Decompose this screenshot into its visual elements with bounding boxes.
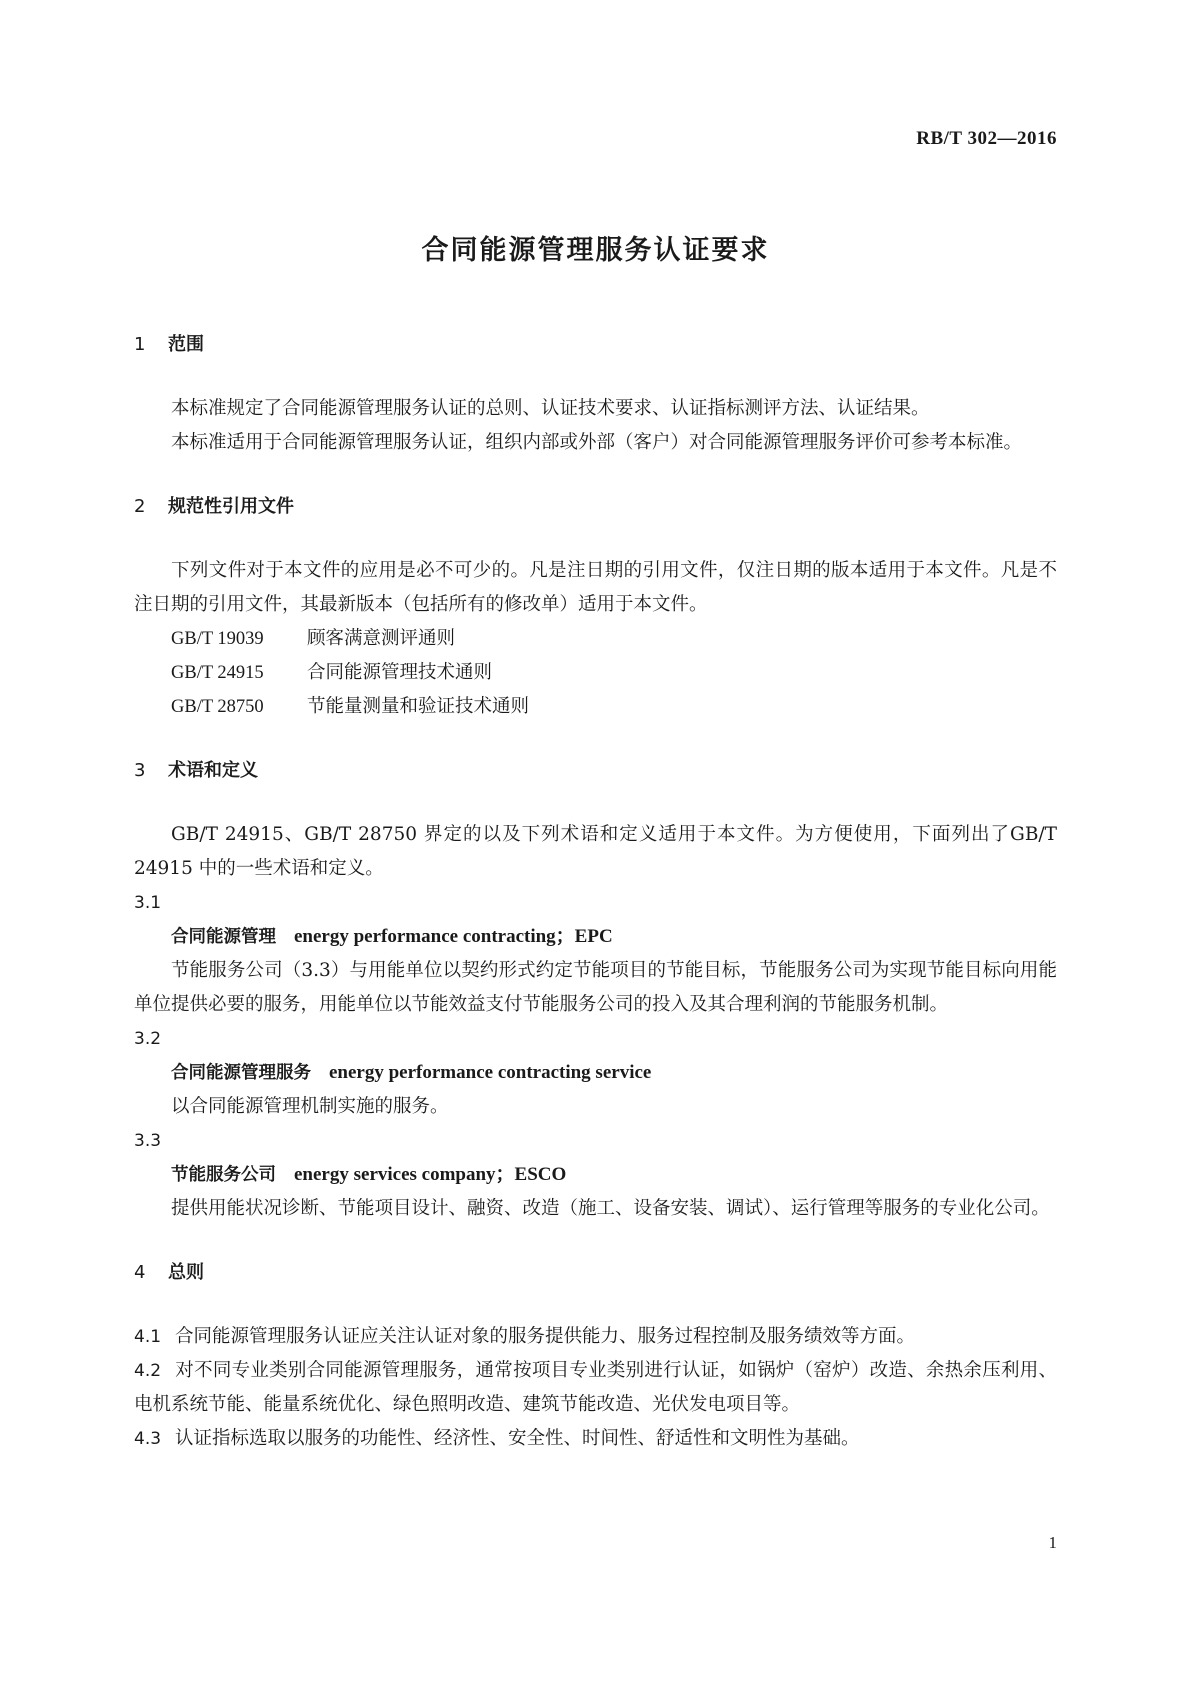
term-zh: 节能服务公司 <box>171 1165 276 1185</box>
clause-item <box>134 1320 1057 1354</box>
term-zh: 合同能源管理服务 <box>171 1063 311 1083</box>
clause-number: 4.1 <box>134 1327 162 1347</box>
paragraph: 下列文件对于本文件的应用是必不可少的。凡是注日期的引用文件，仅注日期的版本适用于本文件。凡是不注日期的引用文件，其最新版本（包括所有的修改单）适用于本文件。 <box>134 560 1057 615</box>
paragraph: 本标准适用于合同能源管理服务认证，组织内部或外部（客户）对合同能源管理服务评价可参考本标准。 <box>171 432 1023 453</box>
term-definition: 节能服务公司（3.3）与用能单位以契约形式约定节能项目的节能目标，节能服务公司为实现节能目标向用能单位提供必要的服务，用能单位以节能效益支付节能服务公司的投入及其合理利润的节能服务机制。 <box>134 960 1057 1015</box>
page-number: 1 <box>1048 1533 1057 1552</box>
section-title: 总则 <box>168 1262 204 1283</box>
term-entry <box>134 886 1057 1022</box>
reference-item <box>134 656 1057 690</box>
reference-item <box>134 690 1057 724</box>
section-heading <box>134 754 1057 788</box>
clause-number: 3.1 <box>134 893 162 913</box>
clause-text: 对不同专业类别合同能源管理服务，通常按项目专业类别进行认证，如锅炉（窑炉）改造、余热余压利用、电机系统节能、能量系统优化、绿色照明改造、建筑节能改造、光伏发电项目等。 <box>134 1360 1057 1415</box>
term-en: energy performance contracting service <box>329 1062 652 1083</box>
reference-name: 合同能源管理技术通则 <box>307 662 493 683</box>
term-en: energy performance contracting；EPC <box>294 926 613 947</box>
term-zh: 合同能源管理 <box>171 927 276 947</box>
reference-name: 节能量测量和验证技术通则 <box>307 696 530 717</box>
term-heading <box>134 1158 1057 1192</box>
clause-number: 4.3 <box>134 1429 162 1449</box>
section-number: 3 <box>134 760 146 781</box>
section-general-principles <box>134 1256 1057 1456</box>
paragraph: GB/T 24915、GB/T 28750 界定的以及下列术语和定义适用于本文件。为方便使用，下面列出了GB/T 24915 中的一些术语和定义。 <box>134 824 1057 879</box>
standard-code: RB/T 302—2016 <box>916 128 1057 149</box>
clause-number: 4.2 <box>134 1361 162 1381</box>
term-definition: 提供用能状况诊断、节能项目设计、融资、改造（施工、设备安装、调试）、运行管理等服务的专业化公司。 <box>171 1198 1050 1219</box>
clause-number: 3.3 <box>134 1131 162 1151</box>
clause-text: 合同能源管理服务认证应关注认证对象的服务提供能力、服务过程控制及服务绩效等方面。 <box>175 1326 916 1347</box>
term-heading <box>134 920 1057 954</box>
section-scope <box>134 328 1057 460</box>
section-number: 4 <box>134 1262 146 1283</box>
clause-text: 认证指标选取以服务的功能性、经济性、安全性、时间性、舒适性和文明性为基础。 <box>175 1428 860 1449</box>
reference-code: GB/T 19039 <box>171 629 264 649</box>
section-title: 术语和定义 <box>168 760 258 781</box>
reference-code: GB/T 28750 <box>171 697 264 717</box>
paragraph: 本标准规定了合同能源管理服务认证的总则、认证技术要求、认证指标测评方法、认证结果。 <box>171 398 930 419</box>
clause-item <box>134 1422 1057 1456</box>
reference-item <box>134 622 1057 656</box>
term-entry <box>134 1022 1057 1124</box>
reference-name: 顾客满意测评通则 <box>307 628 456 649</box>
section-normative-references <box>134 490 1057 724</box>
section-heading <box>134 328 1057 362</box>
clause-number: 3.2 <box>134 1029 162 1049</box>
clause-item <box>134 1354 1057 1422</box>
section-heading <box>134 490 1057 524</box>
term-en: energy services company；ESCO <box>294 1164 567 1185</box>
section-title: 范围 <box>168 334 204 355</box>
section-heading <box>134 1256 1057 1290</box>
reference-code: GB/T 24915 <box>171 663 264 683</box>
section-terms-definitions <box>134 754 1057 1226</box>
term-heading <box>134 1056 1057 1090</box>
section-number: 2 <box>134 496 146 517</box>
document-title: 合同能源管理服务认证要求 <box>421 235 770 266</box>
term-definition: 以合同能源管理机制实施的服务。 <box>171 1096 449 1117</box>
section-title: 规范性引用文件 <box>168 496 294 517</box>
document-body <box>134 328 1057 1456</box>
section-number: 1 <box>134 334 146 355</box>
term-entry <box>134 1124 1057 1226</box>
